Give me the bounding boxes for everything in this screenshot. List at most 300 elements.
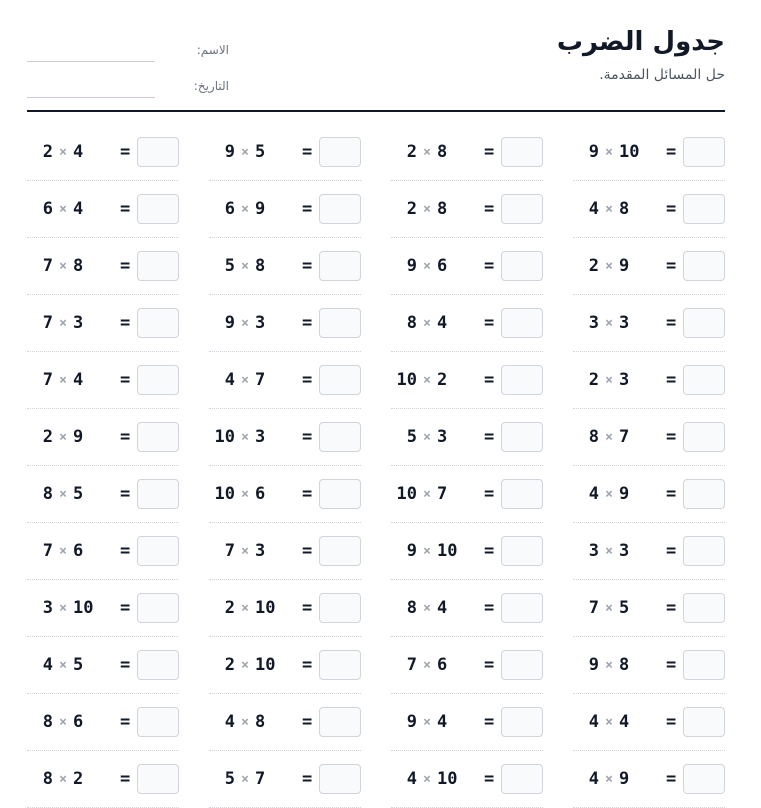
factor-a: 9 [224,142,235,162]
problem-expression [27,598,120,618]
problem-item [209,295,361,352]
factor-a: 7 [42,256,53,276]
problem-item [573,295,725,352]
problem-expression [27,142,120,162]
answer-input[interactable] [319,422,361,452]
equals-sign: = [302,256,313,276]
answer-input[interactable] [137,308,179,338]
problem-item [573,181,725,238]
factor-b: 10 [255,655,276,675]
factor-b: 9 [619,256,630,276]
factor-b: 5 [255,142,266,162]
times-icon: × [423,657,431,673]
answer-input[interactable] [501,707,543,737]
equals-sign: = [120,199,131,219]
answer-input[interactable] [319,764,361,794]
problem-expression [209,256,302,276]
problem-item [391,466,543,523]
equals-sign: = [302,541,313,561]
equals-sign: = [666,769,677,789]
problem-item [573,637,725,694]
problem-item [27,181,179,238]
equals-sign: = [302,598,313,618]
problem-expression [209,655,302,675]
factor-b: 3 [619,313,630,333]
factor-a: 4 [42,655,53,675]
answer-input[interactable] [683,707,725,737]
factor-a: 2 [224,655,235,675]
equals-sign: = [666,712,677,732]
problem-item [391,580,543,637]
problem-item [209,751,361,808]
problem-expression [27,256,120,276]
problem-item [209,238,361,295]
equals-sign: = [120,313,131,333]
equals-sign: = [666,484,677,504]
factor-a: 9 [406,712,417,732]
factor-a: 9 [224,313,235,333]
equals-sign: = [302,370,313,390]
equals-sign: = [484,598,495,618]
answer-input[interactable] [501,650,543,680]
equals-sign: = [120,370,131,390]
equals-sign: = [484,712,495,732]
factor-a: 5 [224,256,235,276]
factor-b: 4 [619,712,630,732]
problem-expression [27,769,120,789]
equals-sign: = [666,427,677,447]
answer-input[interactable] [683,764,725,794]
factor-a: 2 [42,427,53,447]
factor-b: 6 [437,256,448,276]
problem-expression [573,427,666,447]
problem-item [391,523,543,580]
factor-b: 9 [619,769,630,789]
factor-b: 10 [437,541,458,561]
problem-item [573,352,725,409]
answer-input[interactable] [137,479,179,509]
problem-expression [209,541,302,561]
problem-item [209,124,361,181]
equals-sign: = [666,313,677,333]
problem-item [27,352,179,409]
factor-b: 8 [437,199,448,219]
factor-a: 4 [588,484,599,504]
times-icon: × [59,486,67,502]
answer-input[interactable] [319,650,361,680]
problem-expression [573,484,666,504]
equals-sign: = [120,427,131,447]
answer-input[interactable] [683,365,725,395]
problems-grid [27,124,725,808]
factor-a: 10 [396,484,417,504]
factor-b: 8 [255,256,266,276]
equals-sign: = [484,256,495,276]
answer-input[interactable] [137,194,179,224]
answer-input[interactable] [683,479,725,509]
equals-sign: = [484,199,495,219]
problem-item [391,409,543,466]
times-icon: × [59,144,67,160]
problem-item [27,124,179,181]
equals-sign: = [120,712,131,732]
factor-b: 8 [619,199,630,219]
problem-item [573,238,725,295]
factor-b: 8 [255,712,266,732]
times-icon: × [59,771,67,787]
problem-expression [391,256,484,276]
answer-input[interactable] [319,479,361,509]
factor-b: 4 [437,313,448,333]
problem-expression [209,370,302,390]
factor-a: 10 [214,427,235,447]
factor-b: 3 [255,427,266,447]
factor-a: 6 [224,199,235,219]
answer-input[interactable] [683,536,725,566]
problem-expression [27,655,120,675]
factor-b: 8 [73,256,84,276]
page-title: جدول الضرب [556,27,725,57]
problem-expression [573,142,666,162]
equals-sign: = [120,142,131,162]
factor-a: 10 [214,484,235,504]
factor-b: 4 [73,370,84,390]
answer-input[interactable] [319,536,361,566]
name-row [27,36,229,62]
factor-a: 2 [588,256,599,276]
equals-sign: = [302,142,313,162]
times-icon: × [605,144,613,160]
factor-a: 2 [224,598,235,618]
problem-item [27,694,179,751]
problem-item [27,466,179,523]
times-icon: × [423,258,431,274]
answer-input[interactable] [501,764,543,794]
times-icon: × [241,657,249,673]
problem-item [209,580,361,637]
times-icon: × [605,543,613,559]
times-icon: × [241,201,249,217]
problem-item [391,694,543,751]
answer-input[interactable] [137,707,179,737]
times-icon: × [605,771,613,787]
equals-sign: = [120,769,131,789]
answer-input[interactable] [683,194,725,224]
answer-input[interactable] [137,137,179,167]
times-icon: × [423,372,431,388]
factor-a: 3 [588,541,599,561]
equals-sign: = [484,541,495,561]
equals-sign: = [666,541,677,561]
problem-item [573,409,725,466]
equals-sign: = [666,199,677,219]
problem-expression [573,313,666,333]
factor-a: 9 [588,655,599,675]
problem-item [391,295,543,352]
factor-b: 5 [73,655,84,675]
problem-expression [573,199,666,219]
equals-sign: = [120,655,131,675]
factor-a: 9 [406,541,417,561]
answer-input[interactable] [137,251,179,281]
problem-expression [209,427,302,447]
times-icon: × [241,315,249,331]
factor-b: 10 [73,598,94,618]
problem-expression [391,142,484,162]
answer-input[interactable] [319,194,361,224]
factor-b: 3 [619,370,630,390]
problem-item [573,751,725,808]
equals-sign: = [484,313,495,333]
factor-b: 10 [619,142,640,162]
factor-b: 10 [255,598,276,618]
problem-expression [573,541,666,561]
problem-expression [27,313,120,333]
problem-item [573,466,725,523]
equals-sign: = [302,655,313,675]
problem-expression [209,199,302,219]
times-icon: × [423,429,431,445]
equals-sign: = [484,484,495,504]
times-icon: × [59,315,67,331]
problem-item [27,523,179,580]
problem-item [209,409,361,466]
equals-sign: = [484,769,495,789]
problem-expression [209,712,302,732]
factor-a: 2 [406,199,417,219]
times-icon: × [59,201,67,217]
equals-sign: = [666,370,677,390]
answer-input[interactable] [683,650,725,680]
times-icon: × [59,543,67,559]
factor-b: 2 [437,370,448,390]
problem-item [27,637,179,694]
times-icon: × [605,657,613,673]
factor-b: 6 [255,484,266,504]
factor-b: 6 [437,655,448,675]
times-icon: × [241,771,249,787]
times-icon: × [605,714,613,730]
problem-item [27,409,179,466]
factor-b: 3 [255,541,266,561]
answer-input[interactable] [501,479,543,509]
times-icon: × [241,543,249,559]
factor-b: 4 [437,598,448,618]
answer-input[interactable] [137,365,179,395]
times-icon: × [241,372,249,388]
problem-expression [391,313,484,333]
problem-expression [209,598,302,618]
times-icon: × [59,258,67,274]
factor-a: 9 [588,142,599,162]
problem-expression [573,598,666,618]
factor-a: 7 [406,655,417,675]
answer-input[interactable] [501,308,543,338]
answer-input[interactable] [501,137,543,167]
problem-expression [573,769,666,789]
problem-expression [27,541,120,561]
answer-input[interactable] [501,593,543,623]
answer-input[interactable] [501,365,543,395]
name-field[interactable] [27,41,155,62]
date-field[interactable] [27,77,155,98]
answer-input[interactable] [683,308,725,338]
problem-expression [391,484,484,504]
problem-expression [391,427,484,447]
problem-item [391,637,543,694]
times-icon: × [241,714,249,730]
equals-sign: = [302,199,313,219]
factor-b: 3 [619,541,630,561]
factor-b: 3 [437,427,448,447]
problem-expression [209,484,302,504]
equals-sign: = [484,370,495,390]
problem-item [391,238,543,295]
answer-input[interactable] [137,593,179,623]
times-icon: × [605,315,613,331]
times-icon: × [605,429,613,445]
equals-sign: = [484,142,495,162]
factor-a: 5 [406,427,417,447]
factor-a: 3 [588,313,599,333]
worksheet-header [27,0,725,112]
problem-expression [27,484,120,504]
equals-sign: = [484,655,495,675]
problem-expression [27,370,120,390]
problem-expression [27,712,120,732]
factor-b: 7 [437,484,448,504]
factor-b: 7 [619,427,630,447]
answer-input[interactable] [319,308,361,338]
factor-b: 2 [73,769,84,789]
problem-item [391,352,543,409]
answer-input[interactable] [137,422,179,452]
times-icon: × [423,144,431,160]
answer-input[interactable] [319,593,361,623]
equals-sign: = [666,655,677,675]
times-icon: × [423,543,431,559]
factor-a: 8 [588,427,599,447]
answer-input[interactable] [501,536,543,566]
problem-expression [391,769,484,789]
problem-expression [573,655,666,675]
factor-a: 8 [42,712,53,732]
problem-item [209,181,361,238]
answer-input[interactable] [683,593,725,623]
answer-input[interactable] [319,365,361,395]
factor-a: 9 [406,256,417,276]
answer-input[interactable] [319,137,361,167]
problem-item [573,124,725,181]
times-icon: × [423,714,431,730]
problem-expression [573,256,666,276]
factor-a: 5 [224,769,235,789]
problem-expression [391,541,484,561]
times-icon: × [605,258,613,274]
answer-input[interactable] [137,764,179,794]
equals-sign: = [302,427,313,447]
times-icon: × [241,258,249,274]
factor-b: 8 [619,655,630,675]
answer-input[interactable] [319,251,361,281]
times-icon: × [423,315,431,331]
problem-expression [209,313,302,333]
answer-input[interactable] [683,251,725,281]
factor-a: 7 [42,541,53,561]
equals-sign: = [666,142,677,162]
factor-a: 7 [224,541,235,561]
student-info [27,36,229,108]
problem-expression [391,199,484,219]
answer-input[interactable] [137,650,179,680]
times-icon: × [241,144,249,160]
equals-sign: = [666,598,677,618]
equals-sign: = [302,484,313,504]
factor-a: 7 [42,370,53,390]
factor-b: 4 [437,712,448,732]
factor-a: 7 [42,313,53,333]
problem-expression [391,598,484,618]
problem-item [573,694,725,751]
problem-item [209,523,361,580]
date-row [27,72,229,98]
problem-expression [391,370,484,390]
factor-a: 2 [406,142,417,162]
answer-input[interactable] [683,422,725,452]
answer-input[interactable] [501,194,543,224]
problem-expression [391,655,484,675]
factor-a: 7 [588,598,599,618]
times-icon: × [605,486,613,502]
answer-input[interactable] [683,137,725,167]
factor-a: 6 [42,199,53,219]
problem-item [391,124,543,181]
equals-sign: = [484,427,495,447]
problem-expression [27,199,120,219]
answer-input[interactable] [319,707,361,737]
problem-item [209,637,361,694]
times-icon: × [605,600,613,616]
factor-b: 7 [255,370,266,390]
equals-sign: = [120,541,131,561]
factor-a: 8 [406,598,417,618]
factor-a: 8 [406,313,417,333]
factor-a: 2 [42,142,53,162]
factor-b: 3 [73,313,84,333]
factor-a: 8 [42,769,53,789]
times-icon: × [59,372,67,388]
times-icon: × [59,657,67,673]
answer-input[interactable] [501,251,543,281]
problem-expression [573,712,666,732]
factor-a: 4 [588,769,599,789]
times-icon: × [59,600,67,616]
problem-expression [209,769,302,789]
factor-a: 4 [224,370,235,390]
problem-expression [573,370,666,390]
factor-b: 9 [73,427,84,447]
answer-input[interactable] [501,422,543,452]
name-label: الاسم: [196,43,229,57]
problem-item [573,580,725,637]
times-icon: × [605,372,613,388]
equals-sign: = [120,256,131,276]
problem-item [209,352,361,409]
factor-b: 3 [255,313,266,333]
problem-item [573,523,725,580]
title-block [557,26,725,84]
answer-input[interactable] [137,536,179,566]
